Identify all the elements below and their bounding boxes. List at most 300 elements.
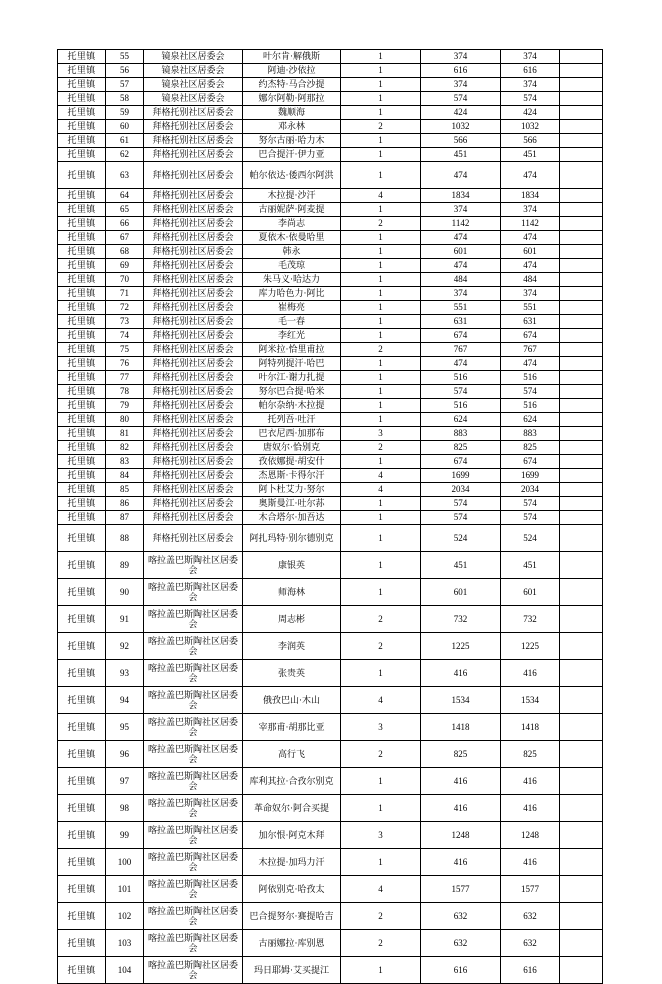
cell-count[interactable]: 1 — [341, 413, 421, 427]
cell-count[interactable]: 1 — [341, 660, 421, 687]
cell-count[interactable]: 2 — [341, 120, 421, 134]
cell-seq[interactable]: 59 — [106, 106, 144, 120]
cell-name[interactable]: 木拉提·沙汗 — [243, 189, 341, 203]
cell-seq[interactable]: 80 — [106, 413, 144, 427]
cell-community[interactable]: 镜泉社区居委会 — [144, 92, 243, 106]
cell-blank[interactable] — [560, 231, 603, 245]
cell-name[interactable]: 宰那甫·胡那比亚 — [243, 714, 341, 741]
cell-count[interactable]: 1 — [341, 78, 421, 92]
cell-community[interactable]: 拜格托别社区居委会 — [144, 148, 243, 162]
cell-amount2[interactable]: 1534 — [501, 687, 560, 714]
cell-seq[interactable]: 69 — [106, 259, 144, 273]
cell-amount2[interactable]: 424 — [501, 106, 560, 120]
cell-seq[interactable]: 56 — [106, 64, 144, 78]
cell-name[interactable]: 邓永林 — [243, 120, 341, 134]
table-row[interactable] — [58, 930, 603, 957]
cell-amount1[interactable]: 632 — [421, 903, 501, 930]
cell-amount2[interactable]: 516 — [501, 371, 560, 385]
cell-amount1[interactable]: 616 — [421, 64, 501, 78]
cell-community[interactable]: 拜格托别社区居委会 — [144, 371, 243, 385]
table-row[interactable] — [58, 106, 603, 120]
table-row[interactable] — [58, 714, 603, 741]
cell-count[interactable]: 2 — [341, 217, 421, 231]
cell-amount2[interactable]: 474 — [501, 162, 560, 189]
table-row[interactable] — [58, 259, 603, 273]
cell-amount1[interactable]: 574 — [421, 511, 501, 525]
cell-blank[interactable] — [560, 371, 603, 385]
cell-amount2[interactable]: 631 — [501, 315, 560, 329]
cell-seq[interactable]: 82 — [106, 441, 144, 455]
cell-seq[interactable]: 92 — [106, 633, 144, 660]
cell-count[interactable]: 1 — [341, 259, 421, 273]
cell-name[interactable]: 魏顺海 — [243, 106, 341, 120]
cell-community[interactable]: 镜泉社区居委会 — [144, 78, 243, 92]
cell-community[interactable]: 喀拉盖巴斯陶社区居委会 — [144, 633, 243, 660]
cell-seq[interactable]: 71 — [106, 287, 144, 301]
table-row[interactable] — [58, 357, 603, 371]
cell-seq[interactable]: 79 — [106, 399, 144, 413]
table-row[interactable] — [58, 903, 603, 930]
table-row[interactable] — [58, 768, 603, 795]
cell-count[interactable]: 3 — [341, 822, 421, 849]
cell-community[interactable]: 喀拉盖巴斯陶社区居委会 — [144, 930, 243, 957]
cell-name[interactable]: 古丽娜拉·库别恩 — [243, 930, 341, 957]
cell-seq[interactable]: 85 — [106, 483, 144, 497]
cell-name[interactable]: 叶尔江·谢力扎提 — [243, 371, 341, 385]
cell-town[interactable]: 托里镇 — [58, 162, 106, 189]
cell-name[interactable]: 张贵英 — [243, 660, 341, 687]
cell-town[interactable]: 托里镇 — [58, 120, 106, 134]
cell-amount1[interactable]: 551 — [421, 301, 501, 315]
table-row[interactable] — [58, 427, 603, 441]
cell-town[interactable]: 托里镇 — [58, 273, 106, 287]
cell-amount2[interactable]: 674 — [501, 329, 560, 343]
cell-community[interactable]: 喀拉盖巴斯陶社区居委会 — [144, 795, 243, 822]
cell-town[interactable]: 托里镇 — [58, 441, 106, 455]
cell-town[interactable]: 托里镇 — [58, 399, 106, 413]
cell-amount2[interactable]: 574 — [501, 385, 560, 399]
cell-name[interactable]: 俄孜巴山·木山 — [243, 687, 341, 714]
cell-amount1[interactable]: 574 — [421, 497, 501, 511]
table-row[interactable] — [58, 441, 603, 455]
cell-amount2[interactable]: 474 — [501, 259, 560, 273]
cell-community[interactable]: 喀拉盖巴斯陶社区居委会 — [144, 957, 243, 984]
cell-name[interactable]: 李尚志 — [243, 217, 341, 231]
cell-community[interactable]: 喀拉盖巴斯陶社区居委会 — [144, 714, 243, 741]
cell-amount2[interactable]: 632 — [501, 903, 560, 930]
cell-count[interactable]: 1 — [341, 329, 421, 343]
cell-seq[interactable]: 86 — [106, 497, 144, 511]
cell-community[interactable]: 喀拉盖巴斯陶社区居委会 — [144, 768, 243, 795]
cell-community[interactable]: 喀拉盖巴斯陶社区居委会 — [144, 552, 243, 579]
cell-amount2[interactable]: 474 — [501, 357, 560, 371]
table-row[interactable] — [58, 822, 603, 849]
cell-town[interactable]: 托里镇 — [58, 64, 106, 78]
cell-count[interactable]: 1 — [341, 231, 421, 245]
cell-seq[interactable]: 63 — [106, 162, 144, 189]
cell-blank[interactable] — [560, 134, 603, 148]
cell-blank[interactable] — [560, 849, 603, 876]
cell-amount1[interactable]: 574 — [421, 92, 501, 106]
cell-blank[interactable] — [560, 441, 603, 455]
cell-name[interactable]: 高行飞 — [243, 741, 341, 768]
cell-seq[interactable]: 99 — [106, 822, 144, 849]
cell-seq[interactable]: 100 — [106, 849, 144, 876]
cell-seq[interactable]: 67 — [106, 231, 144, 245]
cell-blank[interactable] — [560, 687, 603, 714]
cell-seq[interactable]: 84 — [106, 469, 144, 483]
cell-amount2[interactable]: 574 — [501, 511, 560, 525]
cell-name[interactable]: 奥斯曼江·吐尔荪 — [243, 497, 341, 511]
cell-blank[interactable] — [560, 413, 603, 427]
cell-town[interactable]: 托里镇 — [58, 511, 106, 525]
cell-town[interactable]: 托里镇 — [58, 525, 106, 552]
cell-name[interactable]: 库利其拉·合孜尔别克 — [243, 768, 341, 795]
cell-seq[interactable]: 76 — [106, 357, 144, 371]
cell-count[interactable]: 1 — [341, 245, 421, 259]
cell-amount1[interactable]: 825 — [421, 441, 501, 455]
cell-community[interactable]: 拜格托别社区居委会 — [144, 497, 243, 511]
cell-count[interactable]: 1 — [341, 795, 421, 822]
cell-amount1[interactable]: 1418 — [421, 714, 501, 741]
cell-seq[interactable]: 57 — [106, 78, 144, 92]
cell-blank[interactable] — [560, 497, 603, 511]
table-row[interactable] — [58, 148, 603, 162]
cell-community[interactable]: 拜格托别社区居委会 — [144, 273, 243, 287]
table-row[interactable] — [58, 64, 603, 78]
cell-count[interactable]: 1 — [341, 273, 421, 287]
cell-blank[interactable] — [560, 259, 603, 273]
cell-blank[interactable] — [560, 483, 603, 497]
cell-town[interactable]: 托里镇 — [58, 134, 106, 148]
cell-amount2[interactable]: 883 — [501, 427, 560, 441]
table-row[interactable] — [58, 273, 603, 287]
cell-community[interactable]: 拜格托别社区居委会 — [144, 301, 243, 315]
cell-amount2[interactable]: 1834 — [501, 189, 560, 203]
cell-amount1[interactable]: 1032 — [421, 120, 501, 134]
cell-name[interactable]: 周志彬 — [243, 606, 341, 633]
cell-amount1[interactable]: 616 — [421, 957, 501, 984]
table-row[interactable] — [58, 579, 603, 606]
cell-amount2[interactable]: 1577 — [501, 876, 560, 903]
cell-amount2[interactable]: 574 — [501, 92, 560, 106]
table-row[interactable] — [58, 315, 603, 329]
cell-town[interactable]: 托里镇 — [58, 633, 106, 660]
cell-count[interactable]: 2 — [341, 633, 421, 660]
cell-amount1[interactable]: 484 — [421, 273, 501, 287]
cell-amount2[interactable]: 574 — [501, 497, 560, 511]
cell-town[interactable]: 托里镇 — [58, 687, 106, 714]
cell-town[interactable]: 托里镇 — [58, 50, 106, 64]
cell-count[interactable]: 1 — [341, 301, 421, 315]
cell-community[interactable]: 拜格托别社区居委会 — [144, 427, 243, 441]
cell-name[interactable]: 毛一春 — [243, 315, 341, 329]
cell-amount1[interactable]: 631 — [421, 315, 501, 329]
cell-amount1[interactable]: 1699 — [421, 469, 501, 483]
cell-name[interactable]: 李润英 — [243, 633, 341, 660]
cell-town[interactable]: 托里镇 — [58, 217, 106, 231]
cell-count[interactable]: 1 — [341, 399, 421, 413]
cell-count[interactable]: 1 — [341, 579, 421, 606]
cell-community[interactable]: 拜格托别社区居委会 — [144, 189, 243, 203]
cell-count[interactable]: 4 — [341, 687, 421, 714]
cell-count[interactable]: 2 — [341, 930, 421, 957]
cell-blank[interactable] — [560, 903, 603, 930]
cell-seq[interactable]: 72 — [106, 301, 144, 315]
cell-count[interactable]: 1 — [341, 287, 421, 301]
cell-blank[interactable] — [560, 203, 603, 217]
cell-town[interactable]: 托里镇 — [58, 552, 106, 579]
cell-amount2[interactable]: 1248 — [501, 822, 560, 849]
table-row[interactable] — [58, 687, 603, 714]
cell-amount2[interactable]: 616 — [501, 957, 560, 984]
cell-blank[interactable] — [560, 957, 603, 984]
cell-community[interactable]: 拜格托别社区居委会 — [144, 287, 243, 301]
table-row[interactable] — [58, 606, 603, 633]
cell-blank[interactable] — [560, 714, 603, 741]
cell-amount1[interactable]: 1248 — [421, 822, 501, 849]
table-row[interactable] — [58, 469, 603, 483]
cell-count[interactable]: 2 — [341, 343, 421, 357]
cell-count[interactable]: 1 — [341, 497, 421, 511]
cell-name[interactable]: 夏依木·依曼哈里 — [243, 231, 341, 245]
cell-amount1[interactable]: 674 — [421, 455, 501, 469]
table-row[interactable] — [58, 957, 603, 984]
cell-amount2[interactable]: 451 — [501, 552, 560, 579]
table-row[interactable] — [58, 483, 603, 497]
cell-amount1[interactable]: 374 — [421, 203, 501, 217]
cell-name[interactable]: 唐奴尔·恰别克 — [243, 441, 341, 455]
cell-town[interactable]: 托里镇 — [58, 579, 106, 606]
cell-blank[interactable] — [560, 399, 603, 413]
cell-community[interactable]: 拜格托别社区居委会 — [144, 259, 243, 273]
cell-town[interactable]: 托里镇 — [58, 385, 106, 399]
cell-town[interactable]: 托里镇 — [58, 203, 106, 217]
cell-seq[interactable]: 103 — [106, 930, 144, 957]
cell-seq[interactable]: 91 — [106, 606, 144, 633]
cell-count[interactable]: 1 — [341, 768, 421, 795]
cell-count[interactable]: 1 — [341, 371, 421, 385]
cell-community[interactable]: 拜格托别社区居委会 — [144, 455, 243, 469]
table-row[interactable] — [58, 385, 603, 399]
cell-blank[interactable] — [560, 768, 603, 795]
cell-amount1[interactable]: 416 — [421, 768, 501, 795]
cell-amount1[interactable]: 524 — [421, 525, 501, 552]
cell-name[interactable]: 崔梅亮 — [243, 301, 341, 315]
cell-town[interactable]: 托里镇 — [58, 741, 106, 768]
cell-name[interactable]: 玛日耶姆·艾买提江 — [243, 957, 341, 984]
cell-amount2[interactable]: 451 — [501, 148, 560, 162]
cell-seq[interactable]: 102 — [106, 903, 144, 930]
cell-town[interactable]: 托里镇 — [58, 427, 106, 441]
cell-count[interactable]: 1 — [341, 315, 421, 329]
cell-amount1[interactable]: 601 — [421, 579, 501, 606]
cell-name[interactable]: 李红光 — [243, 329, 341, 343]
cell-town[interactable]: 托里镇 — [58, 606, 106, 633]
cell-amount1[interactable]: 374 — [421, 50, 501, 64]
cell-blank[interactable] — [560, 245, 603, 259]
cell-town[interactable]: 托里镇 — [58, 106, 106, 120]
cell-community[interactable]: 喀拉盖巴斯陶社区居委会 — [144, 741, 243, 768]
cell-town[interactable]: 托里镇 — [58, 497, 106, 511]
cell-count[interactable]: 4 — [341, 483, 421, 497]
cell-name[interactable]: 孜依娜提·胡安什 — [243, 455, 341, 469]
cell-blank[interactable] — [560, 741, 603, 768]
cell-amount2[interactable]: 374 — [501, 50, 560, 64]
cell-seq[interactable]: 58 — [106, 92, 144, 106]
cell-seq[interactable]: 104 — [106, 957, 144, 984]
cell-name[interactable]: 阿迪·沙依拉 — [243, 64, 341, 78]
cell-blank[interactable] — [560, 92, 603, 106]
cell-seq[interactable]: 101 — [106, 876, 144, 903]
cell-amount1[interactable]: 516 — [421, 371, 501, 385]
cell-amount1[interactable]: 732 — [421, 606, 501, 633]
cell-blank[interactable] — [560, 660, 603, 687]
cell-blank[interactable] — [560, 579, 603, 606]
cell-blank[interactable] — [560, 385, 603, 399]
cell-name[interactable]: 毛茂琼 — [243, 259, 341, 273]
table-row[interactable] — [58, 876, 603, 903]
cell-seq[interactable]: 73 — [106, 315, 144, 329]
cell-count[interactable]: 4 — [341, 189, 421, 203]
table-row[interactable] — [58, 245, 603, 259]
cell-count[interactable]: 1 — [341, 552, 421, 579]
cell-seq[interactable]: 87 — [106, 511, 144, 525]
cell-amount1[interactable]: 1577 — [421, 876, 501, 903]
cell-amount1[interactable]: 566 — [421, 134, 501, 148]
cell-blank[interactable] — [560, 329, 603, 343]
cell-count[interactable]: 1 — [341, 64, 421, 78]
cell-blank[interactable] — [560, 357, 603, 371]
cell-community[interactable]: 拜格托别社区居委会 — [144, 315, 243, 329]
cell-name[interactable]: 帕尔依达·倭西尔阿洪 — [243, 162, 341, 189]
cell-blank[interactable] — [560, 287, 603, 301]
cell-name[interactable]: 古丽妮萨·阿麦提 — [243, 203, 341, 217]
cell-count[interactable]: 1 — [341, 162, 421, 189]
cell-amount2[interactable]: 516 — [501, 399, 560, 413]
cell-name[interactable]: 加尔恨·阿克木拜 — [243, 822, 341, 849]
table-row[interactable] — [58, 203, 603, 217]
cell-blank[interactable] — [560, 217, 603, 231]
cell-name[interactable]: 努尔古丽·哈力木 — [243, 134, 341, 148]
cell-town[interactable]: 托里镇 — [58, 287, 106, 301]
cell-community[interactable]: 拜格托别社区居委会 — [144, 329, 243, 343]
cell-seq[interactable]: 93 — [106, 660, 144, 687]
cell-community[interactable]: 拜格托别社区居委会 — [144, 162, 243, 189]
cell-town[interactable]: 托里镇 — [58, 301, 106, 315]
cell-amount1[interactable]: 674 — [421, 329, 501, 343]
table-row[interactable] — [58, 78, 603, 92]
cell-amount1[interactable]: 624 — [421, 413, 501, 427]
cell-name[interactable]: 努尔巴合提·哈米 — [243, 385, 341, 399]
cell-seq[interactable]: 75 — [106, 343, 144, 357]
cell-count[interactable]: 1 — [341, 525, 421, 552]
cell-town[interactable]: 托里镇 — [58, 876, 106, 903]
cell-town[interactable]: 托里镇 — [58, 329, 106, 343]
cell-count[interactable]: 2 — [341, 741, 421, 768]
cell-town[interactable]: 托里镇 — [58, 930, 106, 957]
cell-community[interactable]: 拜格托别社区居委会 — [144, 106, 243, 120]
cell-amount2[interactable]: 1699 — [501, 469, 560, 483]
cell-amount2[interactable]: 825 — [501, 741, 560, 768]
cell-count[interactable]: 1 — [341, 357, 421, 371]
table-row[interactable] — [58, 120, 603, 134]
table-row[interactable] — [58, 497, 603, 511]
cell-community[interactable]: 拜格托别社区居委会 — [144, 399, 243, 413]
table-row[interactable] — [58, 371, 603, 385]
cell-name[interactable]: 库力哈色力·阿比 — [243, 287, 341, 301]
cell-amount2[interactable]: 374 — [501, 287, 560, 301]
cell-seq[interactable]: 70 — [106, 273, 144, 287]
cell-seq[interactable]: 94 — [106, 687, 144, 714]
cell-name[interactable]: 康银英 — [243, 552, 341, 579]
cell-seq[interactable]: 68 — [106, 245, 144, 259]
cell-amount2[interactable]: 416 — [501, 768, 560, 795]
cell-name[interactable]: 阿特列提汗·哈巴 — [243, 357, 341, 371]
cell-seq[interactable]: 96 — [106, 741, 144, 768]
table-row[interactable] — [58, 217, 603, 231]
cell-name[interactable]: 朱马义·哈达力 — [243, 273, 341, 287]
cell-seq[interactable]: 78 — [106, 385, 144, 399]
cell-count[interactable]: 2 — [341, 441, 421, 455]
cell-community[interactable]: 拜格托别社区居委会 — [144, 385, 243, 399]
cell-amount1[interactable]: 1225 — [421, 633, 501, 660]
cell-town[interactable]: 托里镇 — [58, 483, 106, 497]
cell-amount2[interactable]: 551 — [501, 301, 560, 315]
cell-seq[interactable]: 97 — [106, 768, 144, 795]
cell-amount1[interactable]: 1142 — [421, 217, 501, 231]
cell-seq[interactable]: 65 — [106, 203, 144, 217]
cell-community[interactable]: 拜格托别社区居委会 — [144, 231, 243, 245]
cell-amount1[interactable]: 474 — [421, 162, 501, 189]
cell-amount2[interactable]: 416 — [501, 795, 560, 822]
cell-count[interactable]: 2 — [341, 606, 421, 633]
cell-seq[interactable]: 90 — [106, 579, 144, 606]
cell-count[interactable]: 1 — [341, 106, 421, 120]
cell-community[interactable]: 拜格托别社区居委会 — [144, 511, 243, 525]
cell-town[interactable]: 托里镇 — [58, 231, 106, 245]
cell-name[interactable]: 阿扎玛特·别尔德别克 — [243, 525, 341, 552]
cell-name[interactable]: 师海林 — [243, 579, 341, 606]
cell-blank[interactable] — [560, 633, 603, 660]
table-row[interactable] — [58, 511, 603, 525]
cell-town[interactable]: 托里镇 — [58, 455, 106, 469]
cell-seq[interactable]: 74 — [106, 329, 144, 343]
cell-community[interactable]: 喀拉盖巴斯陶社区居委会 — [144, 606, 243, 633]
cell-seq[interactable]: 64 — [106, 189, 144, 203]
cell-blank[interactable] — [560, 343, 603, 357]
cell-amount2[interactable]: 1032 — [501, 120, 560, 134]
cell-blank[interactable] — [560, 64, 603, 78]
cell-name[interactable]: 托列吾·吐汗 — [243, 413, 341, 427]
cell-blank[interactable] — [560, 822, 603, 849]
cell-amount2[interactable]: 732 — [501, 606, 560, 633]
cell-community[interactable]: 喀拉盖巴斯陶社区居委会 — [144, 876, 243, 903]
cell-town[interactable]: 托里镇 — [58, 903, 106, 930]
cell-amount1[interactable]: 825 — [421, 741, 501, 768]
cell-count[interactable]: 1 — [341, 957, 421, 984]
cell-community[interactable]: 拜格托别社区居委会 — [144, 203, 243, 217]
cell-amount1[interactable]: 474 — [421, 231, 501, 245]
cell-town[interactable]: 托里镇 — [58, 357, 106, 371]
cell-community[interactable]: 拜格托别社区居委会 — [144, 357, 243, 371]
cell-town[interactable]: 托里镇 — [58, 849, 106, 876]
cell-community[interactable]: 拜格托别社区居委会 — [144, 343, 243, 357]
cell-amount2[interactable]: 1225 — [501, 633, 560, 660]
cell-count[interactable]: 1 — [341, 385, 421, 399]
cell-amount1[interactable]: 574 — [421, 385, 501, 399]
cell-name[interactable]: 阿卜杜艾力·努尔 — [243, 483, 341, 497]
